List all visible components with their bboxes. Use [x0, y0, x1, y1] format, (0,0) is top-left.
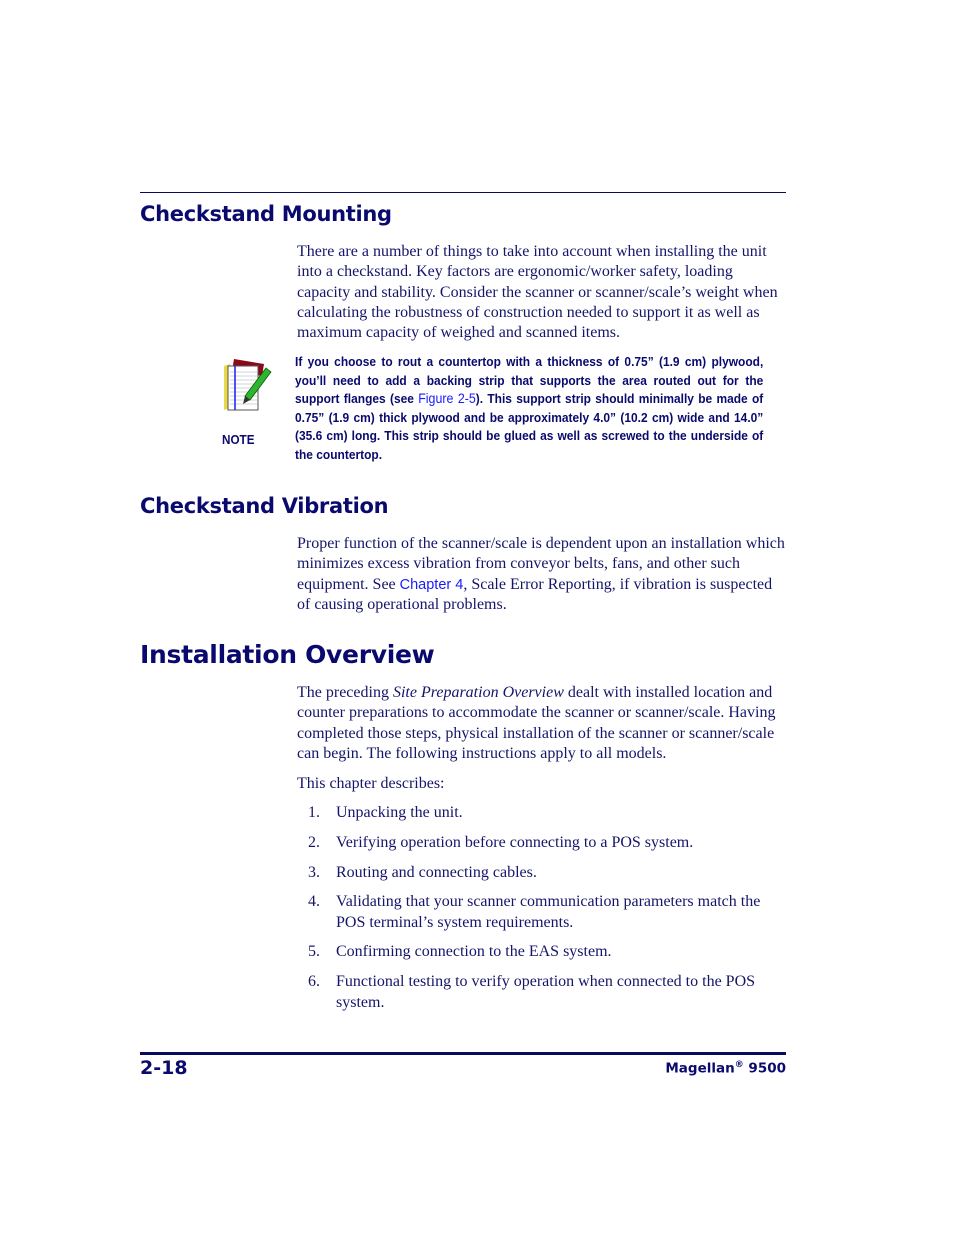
list-item [297, 863, 787, 883]
overview-text-part: dealt with installed location and counter preparations to accommodate the scanner or scanner/scale. Having completed those steps, physical installation of the scanner or scanner/scale can begin. The following instructions apply to all models. [297, 684, 776, 762]
list-text: Unpacking the unit. [336, 804, 463, 821]
figure-2-5-link[interactable]: Figure 2-5 [418, 391, 476, 406]
list-item [297, 803, 787, 823]
list-number: 4. [308, 893, 320, 911]
vibration-text-part: , Scale Error Reporting, if vibration is suspected of causing operational problems. [297, 575, 773, 613]
list-number: 3. [308, 863, 320, 881]
heading-checkstand-vibration: Checkstand Vibration [140, 494, 389, 518]
footer-rule [140, 1052, 786, 1055]
list-item [297, 942, 787, 962]
chapter-steps-list [297, 803, 787, 1022]
note-text-part: ). This support strip should minimally be made of 0.75” (1.9 cm) thick plywood and be approximately 4.0” (10.2 cm) wide and 14.0” (35.6 cm) long. This strip should be glued as well as screwed to the underside of the countertop. [295, 391, 764, 462]
note-text-part: If you choose to rout a countertop with a thickness of 0.75” (1.9 cm) plywood, you’ll need to add a backing strip that supports the area routed out for the support flanges (see [295, 354, 764, 406]
list-text: Verifying operation before connecting to a POS system. [336, 833, 694, 851]
page-number: 2-18 [140, 1057, 188, 1079]
heading-checkstand-mounting: Checkstand Mounting [140, 202, 392, 226]
header-rule [140, 192, 786, 193]
list-text: Validating that your scanner communication parameters match the POS terminal’s system requirements. [336, 893, 761, 931]
list-text: Confirming connection to the EAS system. [336, 943, 612, 961]
list-number: 2. [308, 833, 320, 851]
vibration-text-part: Proper function of the scanner/scale is dependent upon an installation which minimizes excess vibration from conveyor belts, fans, and other such equipment. See [297, 535, 785, 593]
list-number: 1. [308, 804, 320, 821]
product-model: 9500 [748, 1060, 786, 1077]
vibration-paragraph [297, 534, 787, 615]
chapter-4-link[interactable]: Chapter 4 [399, 576, 464, 593]
chapter-intro: This chapter describes: [297, 775, 445, 792]
note-text [295, 353, 763, 464]
list-item [297, 972, 787, 1013]
list-number: 5. [308, 943, 320, 961]
list-item [297, 833, 787, 853]
list-number: 6. [308, 973, 320, 991]
list-text: Routing and connecting cables. [336, 863, 537, 881]
note-label: NOTE [222, 432, 255, 447]
overview-text-part: The preceding [297, 684, 393, 701]
site-preparation-reference: Site Preparation Overview [392, 684, 564, 701]
heading-installation-overview: Installation Overview [140, 640, 435, 669]
list-item [297, 892, 787, 933]
product-name: Magellan [665, 1060, 735, 1077]
registered-mark: ® [734, 1060, 744, 1070]
notepad-pen-icon [222, 356, 274, 414]
product-title [665, 1060, 786, 1077]
list-text: Functional testing to verify operation when connected to the POS system. [336, 973, 756, 1011]
overview-paragraph [297, 683, 787, 764]
mounting-paragraph: There are a number of things to take into account when installing the unit into a checkstand. Key factors are ergonomic/worker safety, loading capacity and stability. Consider the scanner or scanner/scale’s weight when calculating the robustness of construction needed to support it as well as maximum capacity of weighed and scanned items. [297, 243, 778, 342]
